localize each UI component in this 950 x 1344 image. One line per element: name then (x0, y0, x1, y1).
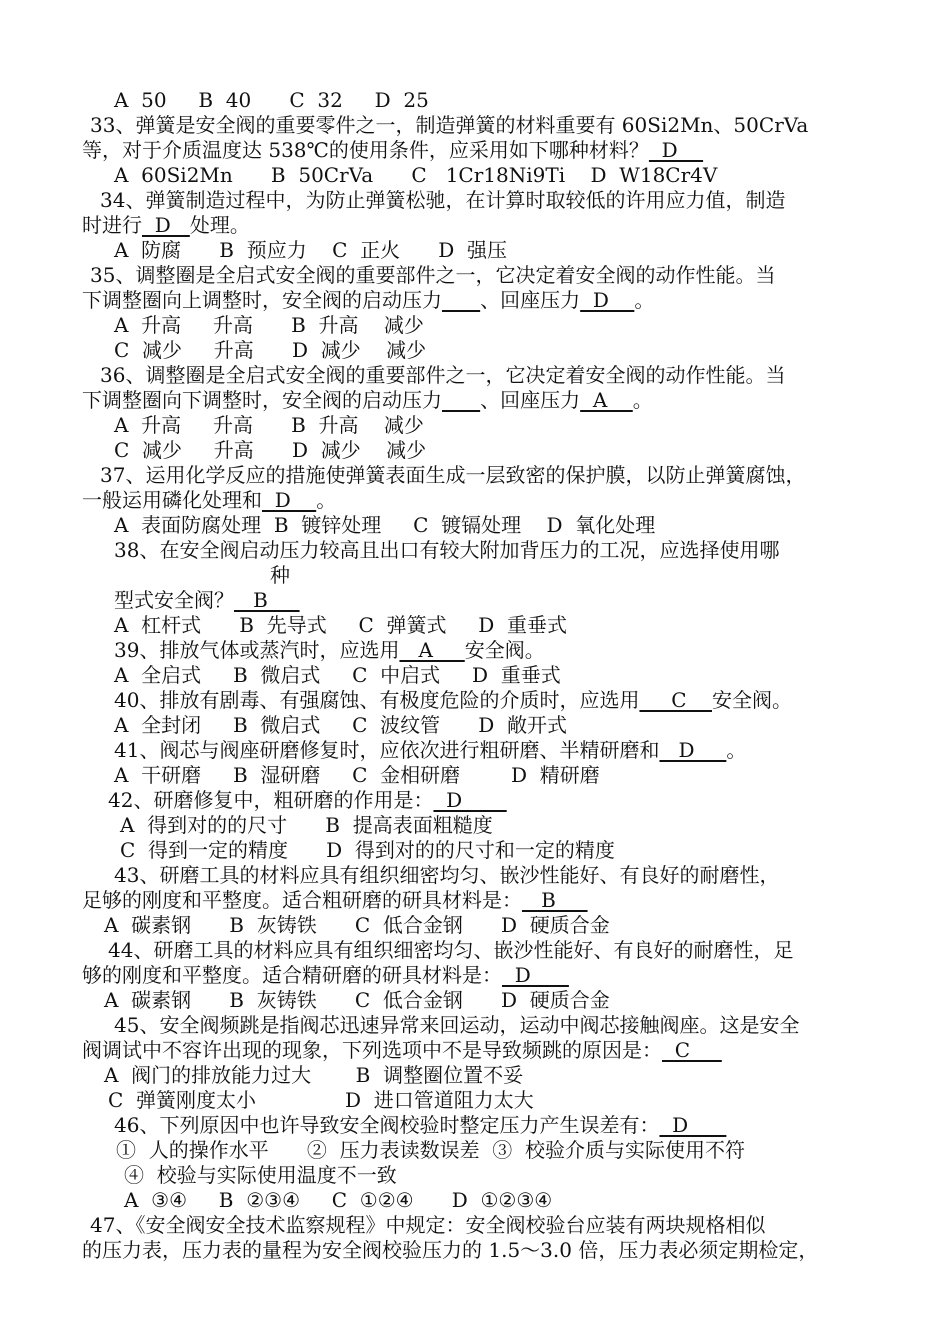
q39-options (114, 663, 561, 687)
q40-answer-blank: C (639, 688, 712, 712)
q44-options-text: A 碳素钢 B 灰铸铁 C 低合金钢 D 硬质合金 (104, 988, 610, 1012)
q45-options-cd-text: C 弹簧刚度太小 D 进口管道阻力太大 (108, 1088, 534, 1112)
q37-stem-text: 37、运用化学反应的措施使弹簧表面生成一层致密的保护膜，以防止弹簧腐蚀， (100, 463, 806, 487)
q46-stem-text: 46、下列原因中也许导致安全阀校验时整定压力产生误差有： (114, 1113, 660, 1137)
q44-stem-cont-text: 够的刚度和平整度。适合精研磨的研具材料是： (82, 963, 502, 987)
q33-stem-text: 33、弹簧是安全阀的重要零件之一，制造弹簧的材料重要有 60Si2Mn、50CrVa (90, 113, 809, 137)
q40-options-text: A 全封闭 B 微启式 C 波纹管 D 敞开式 (114, 713, 568, 737)
q41-options (114, 763, 600, 787)
q34-options (114, 238, 507, 262)
q35-stem-cont-mid: 、回座压力 (480, 288, 581, 312)
q44-stem-text: 44、研磨工具的材料应具有组织细密均匀、嵌沙性能好、有良好的耐磨性，足 (108, 938, 794, 962)
q37-options (114, 513, 655, 537)
q33-stem-cont-text: 等，对于介质温度达 538℃的使用条件，应采用如下哪种材料？ (82, 138, 649, 162)
q33-options-text: A 60Si2Mn B 50CrVa C 1Cr18Ni9Ti D W18Cr4V (114, 163, 718, 187)
q42-stem-text: 42、研磨修复中，粗研磨的作用是： (108, 788, 434, 812)
q45-answer-blank: C (662, 1038, 722, 1062)
q35-options-ab (114, 313, 424, 337)
q37-stem (100, 463, 805, 487)
q35-answer-blank: D (580, 288, 635, 312)
q45-stem (114, 1013, 799, 1037)
q36-stem (100, 363, 785, 387)
q34-answer-blank: D (142, 213, 190, 237)
q42-options-ab (120, 813, 493, 837)
q36-options-cd-text: C 减少 升高 D 减少 减少 (114, 438, 427, 462)
q39-stem (114, 638, 545, 662)
q41-stem-text: 41、阀芯与阀座研磨修复时，应依次进行粗研磨、半精研磨和 (114, 738, 660, 762)
q45-stem-cont-text: 阀调试中不容许出现的现象，下列选项中不是导致频跳的原因是： (82, 1038, 662, 1062)
q38-stem-cont (114, 588, 300, 612)
q36-answer-blank: A (580, 388, 633, 412)
q36-stem-text: 36、调整圈是全启式安全阀的重要部件之一，它决定着安全阀的动作性能。当 (100, 363, 786, 387)
q46-stem (114, 1113, 726, 1137)
q38-stem-cont-text: 型式安全阀？ (114, 588, 234, 612)
q36-options-ab (114, 413, 424, 437)
q44-stem (108, 938, 793, 962)
q35-stem-text: 35、调整圈是全启式安全阀的重要部件之一，它决定着安全阀的动作性能。当 (90, 263, 776, 287)
q47-stem-cont (82, 1238, 818, 1262)
q42-stem (108, 788, 507, 812)
q43-options-text: A 碳素钢 B 灰铸铁 C 低合金钢 D 硬质合金 (104, 913, 610, 937)
q35-stem-cont-text: 下调整圈向上调整时，安全阀的启动压力 (82, 288, 442, 312)
q46-answer-blank: D (659, 1113, 727, 1137)
q33-stem (90, 113, 808, 137)
q46-options-text: A ③④ B ②③④ C ①②④ D ①②③④ (124, 1188, 553, 1212)
q39-options-text: A 全启式 B 微启式 C 中启式 D 重垂式 (114, 663, 561, 687)
q34-options-text: A 防腐 B 预应力 C 正火 D 强压 (114, 238, 508, 262)
q41-stem (114, 738, 746, 762)
q32-options (114, 88, 429, 112)
q45-options-ab (104, 1063, 523, 1087)
q38-stem-wrap (270, 563, 290, 587)
q33-answer-blank: D (648, 138, 704, 162)
q35-options-cd-text: C 减少 升高 D 减少 减少 (114, 338, 427, 362)
q45-options-cd (108, 1088, 534, 1112)
q36-options-cd (114, 438, 426, 462)
q37-stem-cont (82, 488, 336, 512)
q35-options-cd (114, 338, 426, 362)
q46-item-4 (124, 1163, 397, 1187)
q46-items-123-text: ① 人的操作水平 ② 压力表读数误差 ③ 校验介质与实际使用不符 (116, 1138, 746, 1162)
q33-stem-cont (82, 138, 703, 162)
q35-stem-cont-tail: 。 (634, 288, 655, 312)
q45-stem-cont (82, 1038, 722, 1062)
q34-stem-cont-text: 时进行 (82, 213, 142, 237)
q45-options-ab-text: A 阀门的排放能力过大 B 调整圈位置不妥 (104, 1063, 524, 1087)
q43-stem-text: 43、研磨工具的材料应具有组织细密均匀、嵌沙性能好、有良好的耐磨性， (114, 863, 780, 887)
q43-stem-cont (82, 888, 588, 912)
q38-answer-blank: B (234, 588, 300, 612)
q36-options-ab-text: A 升高 升高 B 升高 减少 (114, 413, 424, 437)
q34-stem-cont-tail: 处理。 (189, 213, 250, 237)
q34-stem-text: 34、弹簧制造过程中，为防止弹簧松驰，在计算时取较低的许用应力值，制造 (100, 188, 786, 212)
q43-stem-cont-text: 足够的刚度和平整度。适合粗研磨的研具材料是： (82, 888, 522, 912)
q40-stem-text: 40、排放有剧毒、有强腐蚀、有极度危险的介质时，应选用 (114, 688, 640, 712)
q45-stem-text: 45、安全阀频跳是指阀芯迅速异常来回运动，运动中阀芯接触阀座。这是安全 (114, 1013, 800, 1037)
q43-answer-blank: B (522, 888, 588, 912)
q37-stem-cont-text: 一般运用磷化处理和 (82, 488, 262, 512)
q37-options-text: A 表面防腐处理 B 镀锌处理 C 镀镉处理 D 氧化处理 (114, 513, 656, 537)
q35-stem (90, 263, 775, 287)
q36-blank-1 (442, 388, 480, 412)
q38-options-text: A 杠杆式 B 先导式 C 弹簧式 D 重垂式 (114, 613, 568, 637)
q35-options-ab-text: A 升高 升高 B 升高 减少 (114, 313, 424, 337)
q33-options (114, 163, 717, 187)
q44-answer-blank: D (502, 963, 569, 987)
q42-answer-blank: D (433, 788, 507, 812)
q41-answer-blank: D (659, 738, 727, 762)
q38-options (114, 613, 567, 637)
q43-options (104, 913, 610, 937)
q46-item-4-text: ④ 校验与实际使用温度不一致 (124, 1163, 397, 1187)
q38-stem-text: 38、在安全阀启动压力较高且出口有较大附加背压力的工况，应选择使用哪 (114, 538, 780, 562)
q37-answer-blank: D (262, 488, 317, 512)
q42-options-ab-text: A 得到对的的尺寸 B 提高表面粗糙度 (120, 813, 493, 837)
q47-stem-cont-text: 的压力表，压力表的量程为安全阀校验压力的 1.5～3.0 倍，压力表必须定期检定， (82, 1238, 819, 1262)
q35-stem-cont (82, 288, 654, 312)
q38-stem (114, 538, 779, 562)
q34-stem-cont (82, 213, 250, 237)
q38-stem-wrap-text: 种 (270, 563, 290, 587)
q36-stem-cont-mid: 、回座压力 (480, 388, 581, 412)
q36-stem-cont-tail: 。 (632, 388, 653, 412)
q41-stem-tail: 。 (726, 738, 747, 762)
q35-blank-1 (442, 288, 480, 312)
q41-options-text: A 干研磨 B 湿研磨 C 金相研磨 D 精研磨 (114, 763, 600, 787)
q39-stem-text: 39、排放气体或蒸汽时，应选用 (114, 638, 400, 662)
q39-answer-blank: A (399, 638, 465, 662)
q36-stem-cont-text: 下调整圈向下调整时，安全阀的启动压力 (82, 388, 442, 412)
q42-options-cd (120, 838, 615, 862)
q46-options (124, 1188, 552, 1212)
q40-stem (114, 688, 792, 712)
q47-stem (90, 1213, 765, 1237)
q44-options (104, 988, 610, 1012)
q46-items-123 (116, 1138, 745, 1162)
q34-stem (100, 188, 785, 212)
q32-options-text: A 50 B 40 C 32 D 25 (114, 88, 429, 112)
q47-stem-text: 47、《安全阀安全技术监察规程》中规定：安全阀校验台应装有两块规格相似 (90, 1213, 766, 1237)
q36-stem-cont (82, 388, 653, 412)
q39-stem-tail: 安全阀。 (464, 638, 545, 662)
q40-stem-tail: 安全阀。 (711, 688, 792, 712)
q37-stem-cont-tail: 。 (316, 488, 337, 512)
q44-stem-cont (82, 963, 569, 987)
q43-stem (114, 863, 779, 887)
q40-options (114, 713, 567, 737)
q42-options-cd-text: C 得到一定的精度 D 得到对的的尺寸和一定的精度 (120, 838, 615, 862)
